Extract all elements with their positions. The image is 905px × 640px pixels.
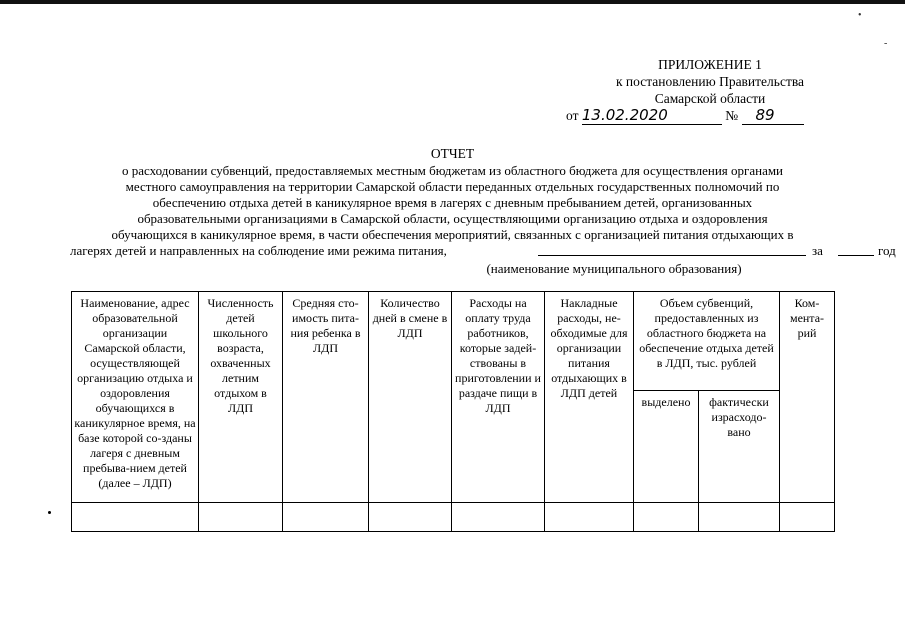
municipality-blank bbox=[538, 255, 806, 256]
resolution-number: 89 bbox=[755, 106, 775, 124]
report-description bbox=[70, 163, 896, 259]
subheader-cell: выделено bbox=[634, 391, 699, 503]
annex-title: ПРИЛОЖЕНИЕ 1 bbox=[658, 57, 762, 72]
scan-speck: - bbox=[884, 38, 888, 49]
table-row bbox=[72, 503, 835, 532]
header-cell: Ком-мента-рий bbox=[780, 292, 835, 503]
description-line: обеспечению отдыха детей в каникулярное время в лагерях с дневным пребыванием детей, организованных bbox=[152, 195, 753, 210]
scan-speck: • bbox=[858, 10, 862, 21]
za-label: за bbox=[812, 243, 823, 258]
table-header-row bbox=[72, 292, 835, 391]
description-line: лагерях детей и направленных на соблюдение ими режима питания, bbox=[70, 243, 447, 258]
table-cell[interactable] bbox=[545, 503, 634, 532]
table-cell[interactable] bbox=[283, 503, 369, 532]
description-line: образовательными организациями в Самарской области, осуществляющими организацию отдыха и оздоровления bbox=[137, 211, 768, 226]
scan-top-edge bbox=[0, 0, 905, 4]
description-line: местного самоуправления на территории Самарской области переданных отдельных государственных полномочий по bbox=[125, 179, 780, 194]
header-cell: Объем субвенций, предоставленных из областного бюджета на обеспечение отдыха детей в ЛДП, тыс. рублей bbox=[634, 292, 780, 391]
report-table bbox=[71, 291, 835, 532]
description-last-line bbox=[70, 243, 896, 259]
resolution-date-line bbox=[566, 106, 841, 125]
resolution-date: 13.02.2020 bbox=[581, 106, 668, 124]
table-cell[interactable] bbox=[199, 503, 283, 532]
report-title: ОТЧЕТ bbox=[430, 146, 475, 161]
annex-line: к постановлению Правительства bbox=[615, 74, 805, 89]
header-cell: Средняя сто-имость пита-ния ребенка в ЛДП bbox=[283, 292, 369, 503]
table-cell[interactable] bbox=[634, 503, 699, 532]
god-label: год bbox=[878, 243, 896, 258]
scan-speck bbox=[48, 511, 51, 514]
table-cell[interactable] bbox=[369, 503, 452, 532]
header-cell: Наименование, адрес образовательной организации Самарской области, осуществляющей организацию отдыха и оздоровления обучающихся в каникулярное время, на базе которой со-зданы лагеря с дневным пребыва-нием детей (далее – ЛДП) bbox=[72, 292, 199, 503]
table-cell[interactable] bbox=[72, 503, 199, 532]
header-cell: Накладные расходы, не-обходимые для организации питания отдыхающих в ЛДП детей bbox=[545, 292, 634, 503]
annex-line: Самарской области bbox=[654, 91, 766, 106]
year-blank bbox=[838, 255, 874, 256]
table-cell[interactable] bbox=[452, 503, 545, 532]
subheader-cell: фактически израсходо-вано bbox=[699, 391, 780, 503]
header-cell: Расходы на оплату труда работников, которые задей-ствованы в приготовлении и раздаче пищи в ЛДП bbox=[452, 292, 545, 503]
date-prefix: от bbox=[566, 108, 579, 123]
table-cell[interactable] bbox=[699, 503, 780, 532]
description-line: обучающихся в каникулярное время, в части обеспечения мероприятий, связанных с организацией питания отдыхающих в bbox=[111, 227, 794, 242]
annex-block bbox=[560, 56, 860, 107]
number-prefix: № bbox=[725, 108, 739, 123]
table-cell[interactable] bbox=[780, 503, 835, 532]
municipality-caption: (наименование муниципального образования) bbox=[486, 261, 742, 276]
header-cell: Численность детей школьного возраста, охваченных летним отдыхом в ЛДП bbox=[199, 292, 283, 503]
description-line: о расходовании субвенций, предоставляемых местным бюджетам из областного бюджета для осуществления органами bbox=[121, 163, 784, 178]
header-cell: Количество дней в смене в ЛДП bbox=[369, 292, 452, 503]
